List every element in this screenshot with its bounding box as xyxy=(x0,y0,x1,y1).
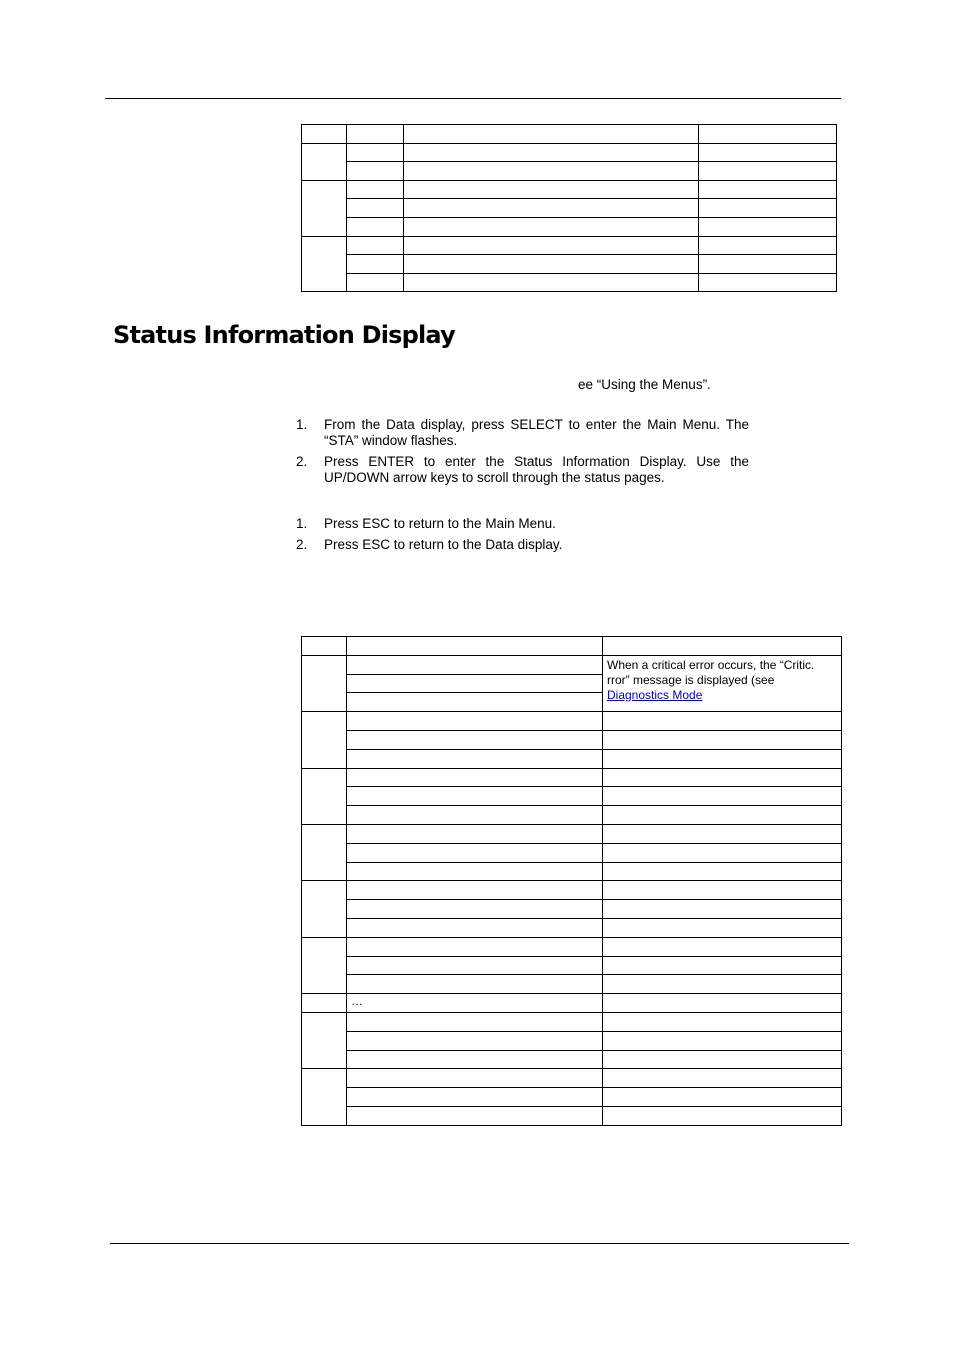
footer-rule xyxy=(110,1243,849,1244)
critical-error-note: When a critical error occurs, the “Critic. rror” message is displayed (see Diagnostics Mode xyxy=(603,655,842,711)
table-row xyxy=(302,1069,842,1088)
table-row xyxy=(302,881,842,900)
table-row xyxy=(302,787,842,806)
table-row xyxy=(302,862,842,881)
table-row xyxy=(302,768,842,787)
table-row xyxy=(302,255,837,274)
see-reference-text: ee “Using the Menus”. xyxy=(578,377,711,392)
table-row xyxy=(302,1031,842,1050)
table-row xyxy=(302,143,837,162)
table-row xyxy=(302,994,842,1013)
list-item: 2. Press ESC to return to the Data display. xyxy=(296,537,563,552)
diagnostics-mode-link[interactable]: Diagnostics Mode xyxy=(607,687,703,702)
table-row xyxy=(302,749,842,768)
table-row xyxy=(302,199,837,218)
table-row xyxy=(302,1106,842,1125)
table-row xyxy=(302,1088,842,1107)
table-row xyxy=(302,824,842,843)
table-row xyxy=(302,806,842,825)
table-row xyxy=(302,975,842,994)
table-row xyxy=(302,655,842,674)
list-item: 2. Press ENTER to enter the Status Information Display. Use the UP/DOWN arrow keys to scroll through the status pages. xyxy=(296,454,749,485)
table-row xyxy=(302,180,837,199)
table-row xyxy=(302,125,837,144)
table-row xyxy=(302,1012,842,1031)
table-row xyxy=(302,843,842,862)
table-row xyxy=(302,273,837,292)
table-row xyxy=(302,712,842,731)
upper-table xyxy=(301,124,837,292)
header-rule xyxy=(105,98,841,99)
status-pages-table xyxy=(301,636,842,1126)
table-row xyxy=(302,637,842,656)
table-row xyxy=(302,162,837,181)
table-row xyxy=(302,956,842,975)
list-item: 1. Press ESC to return to the Main Menu. xyxy=(296,516,556,531)
exit-steps-list xyxy=(296,516,749,558)
table-row xyxy=(302,918,842,937)
ellipsis-cell: … xyxy=(347,994,603,1013)
enter-steps-list xyxy=(296,417,749,491)
table-row xyxy=(302,937,842,956)
table-row xyxy=(302,730,842,749)
list-item: 1. From the Data display, press SELECT to enter the Main Menu. The “STA” window flashes. xyxy=(296,417,749,448)
table-row xyxy=(302,236,837,255)
section-heading: Status Information Display xyxy=(113,321,455,349)
table-row xyxy=(302,1050,842,1069)
table-row xyxy=(302,900,842,919)
table-row xyxy=(302,217,837,236)
